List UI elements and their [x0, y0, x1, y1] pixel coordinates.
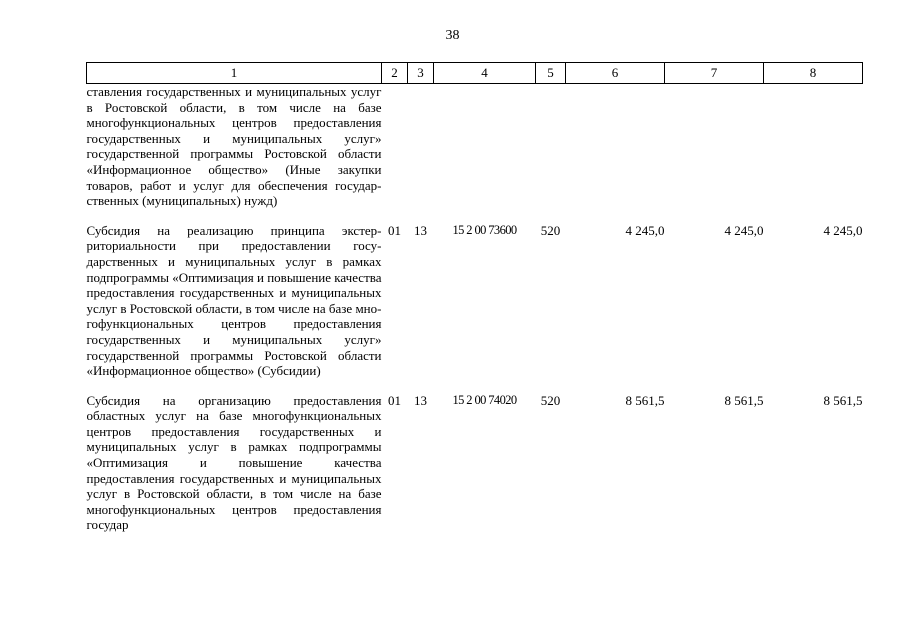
- row-expense-type-code: [536, 84, 566, 209]
- row-expense-type-code: 520: [540, 392, 561, 408]
- row-section-code: 01: [388, 392, 401, 408]
- row-target-article-code: 15 2 00 73600: [452, 222, 517, 237]
- row-description: Субсидия на реализацию принципа экстерриториальности при предоставлении государственных и муниципальных услуг в рамках подпрограммы «Оптимизация и повышение качества предоставления государственных и муниципальных услуг в Ростовской области, в том числе на базе многофункциональных центров предоставления государственных и муниципальных услуг» государственной программы Ростовской области «Информационное общество» (Субсидии): [86, 222, 382, 379]
- column-header-3: 3: [408, 63, 434, 84]
- column-header-7: 7: [665, 63, 764, 84]
- row-expense-type-code: 520: [540, 222, 561, 238]
- table-row: [87, 84, 863, 209]
- row-section-code: [382, 84, 408, 209]
- row-amount-col8: 8 561,5: [823, 392, 863, 408]
- page-number: 38: [445, 28, 460, 43]
- row-section-code: 01: [388, 222, 401, 238]
- row-subsection-code: 13: [414, 392, 427, 408]
- row-description: ставления государственных и муниципальных услуг в Ростовской области, в том числе на базе многофункциональных центров предоставления государственных и муниципальных услуг» государственной программы Ростовской области «Информационное общество» (Иные закупки товаров, работ и услуг для обеспечения государственных (муниципальных) нужд): [86, 84, 382, 209]
- budget-table: [86, 62, 863, 533]
- column-header-1: 1: [87, 63, 382, 84]
- column-header-2: 2: [382, 63, 408, 84]
- row-target-article-code: 15 2 00 74020: [452, 392, 517, 407]
- row-amount-col6: 4 245,0: [625, 222, 665, 238]
- column-header-4: 4: [434, 63, 536, 84]
- row-amount-col6: [566, 84, 665, 209]
- row-subsection-code: 13: [414, 222, 427, 238]
- row-amount-col6: 8 561,5: [625, 392, 665, 408]
- row-amount-col7: [665, 84, 764, 209]
- row-amount-col8: 4 245,0: [823, 222, 863, 238]
- row-target-article-code: [434, 84, 536, 209]
- row-spacer: [87, 379, 863, 393]
- column-header-6: 6: [566, 63, 665, 84]
- table-header-row: [87, 63, 863, 84]
- row-amount-col8: [764, 84, 863, 209]
- table-row: [87, 223, 863, 379]
- row-amount-col7: 4 245,0: [724, 222, 764, 238]
- row-description: Субсидия на организацию предоставления областных услуг на базе многофункциональных центров предоставления государственных и муниципальных услуг в рамках подпрограммы «Оптимизация и повышение качества предоставления государственных и муниципальных услуг в Ростовской области, в том числе на базе многофункциональных центров предоставления государ: [86, 392, 382, 533]
- row-spacer: [87, 209, 863, 223]
- row-subsection-code: [408, 84, 434, 209]
- row-amount-col7: 8 561,5: [724, 392, 764, 408]
- table-row: [87, 393, 863, 533]
- column-header-5: 5: [536, 63, 566, 84]
- column-header-8: 8: [764, 63, 863, 84]
